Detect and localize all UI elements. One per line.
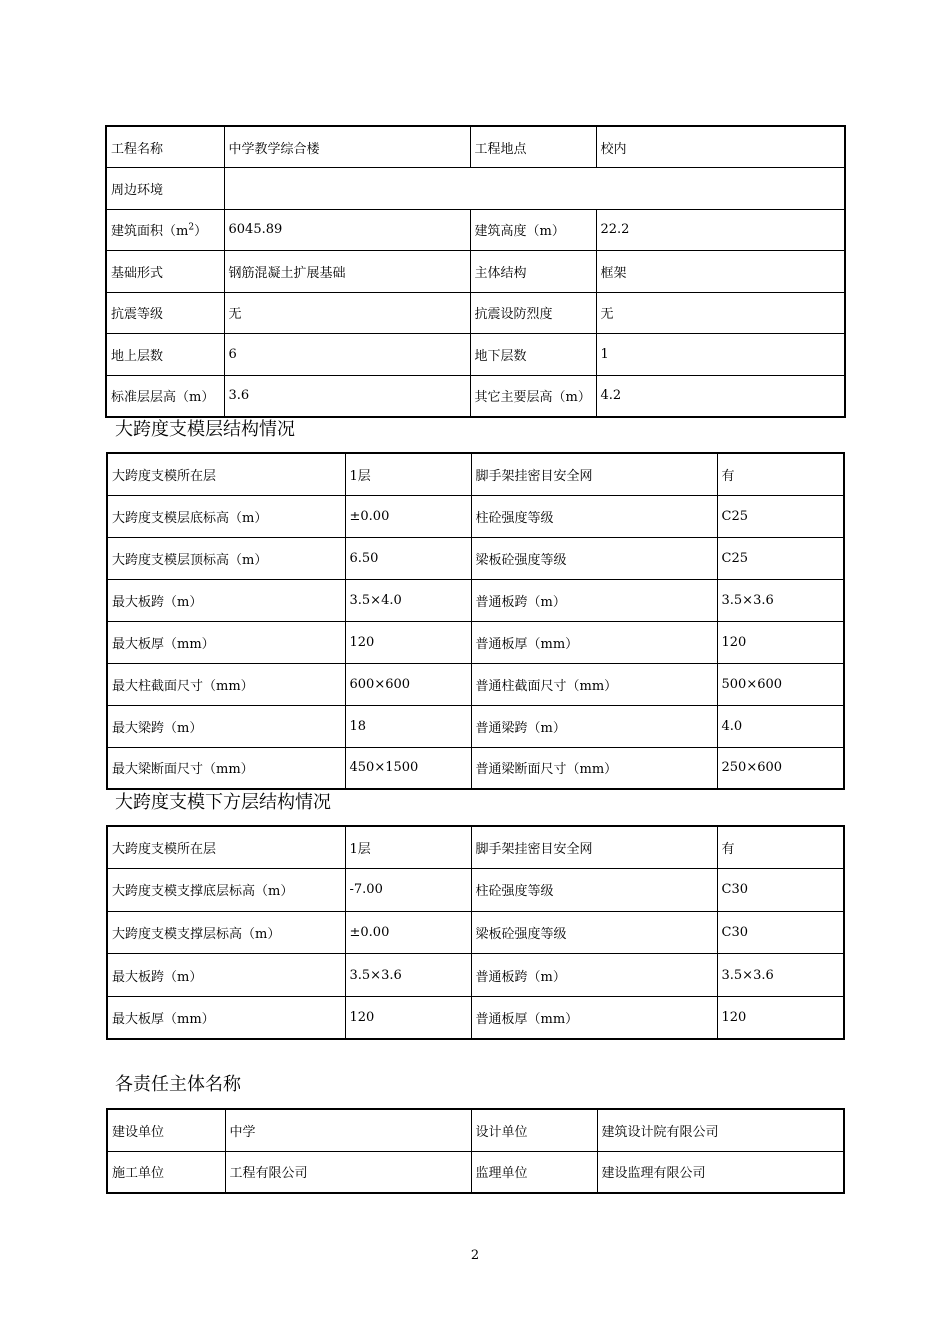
table-cell-label: 最大梁跨（m） — [107, 705, 345, 747]
table-cell-label: 最大柱截面尺寸（mm） — [107, 663, 345, 705]
table-cell-label: 工程名称 — [106, 126, 224, 168]
table-cell-label: 主体结构 — [470, 251, 596, 293]
table-cell-value: 3.6 — [224, 375, 470, 417]
table-cell-label: 建筑高度（m） — [470, 209, 596, 251]
table-row — [107, 495, 844, 537]
table-row — [107, 663, 844, 705]
table-row — [106, 375, 845, 417]
table-cell-value: 120 — [717, 621, 844, 663]
table-cell-value: 1层 — [345, 826, 471, 869]
table-row — [107, 1151, 844, 1193]
table-cell-value: 250×600 — [717, 747, 844, 789]
table-cell-label: 最大梁断面尺寸（mm） — [107, 747, 345, 789]
table-cell-value: ±0.00 — [345, 495, 471, 537]
table-cell-label: 普通板厚（mm） — [471, 996, 717, 1039]
table-row — [107, 1109, 844, 1151]
table-cell-value: 建设监理有限公司 — [597, 1151, 844, 1193]
table-cell-label: 设计单位 — [471, 1109, 597, 1151]
table-cell-value: 3.5×3.6 — [717, 579, 844, 621]
table-row — [107, 869, 844, 912]
table-cell-value: 校内 — [596, 126, 845, 168]
table-cell-value: 无 — [224, 292, 470, 334]
table-cell-label: 大跨度支模支撑层标高（m） — [107, 911, 345, 954]
table-cell-value: 框架 — [596, 251, 845, 293]
table-row — [107, 537, 844, 579]
table-cell-value: C25 — [717, 537, 844, 579]
table-cell-value: 4.0 — [717, 705, 844, 747]
table-cell-label: 抗震设防烈度 — [470, 292, 596, 334]
lower-structure-heading: 大跨度支模下方层结构情况 — [115, 792, 331, 813]
table-cell-label: 脚手架挂密目安全网 — [471, 453, 717, 495]
table-cell-label: 标准层层高（m） — [106, 375, 224, 417]
table-cell-value: 120 — [345, 996, 471, 1039]
table-row — [107, 579, 844, 621]
table-cell-label: 监理单位 — [471, 1151, 597, 1193]
table-cell-label: 普通板跨（m） — [471, 579, 717, 621]
table-cell-label: 大跨度支模层底标高（m） — [107, 495, 345, 537]
area-label-text: 建筑面积（m — [111, 224, 189, 240]
table-cell-value: 120 — [345, 621, 471, 663]
table-cell-label: 其它主要层高（m） — [470, 375, 596, 417]
table-cell-value: 600×600 — [345, 663, 471, 705]
table-row — [107, 826, 844, 869]
table-row — [106, 292, 845, 334]
table-cell-label: 普通柱截面尺寸（mm） — [471, 663, 717, 705]
table-cell-label: 周边环境 — [106, 168, 224, 210]
table-cell-value: 1层 — [345, 453, 471, 495]
table-cell-label: 地下层数 — [470, 334, 596, 376]
table-cell-label — [106, 209, 224, 251]
table-cell-value: 1 — [596, 334, 845, 376]
table-cell-value: 6045.89 — [224, 209, 470, 251]
table-cell-label: 梁板砼强度等级 — [471, 911, 717, 954]
area-label-superscript: 2 — [188, 222, 195, 233]
formwork-structure-heading: 大跨度支模层结构情况 — [115, 419, 295, 440]
table-cell-value: 120 — [717, 996, 844, 1039]
table-cell-value: C30 — [717, 869, 844, 912]
table-row — [107, 705, 844, 747]
formwork-structure-table — [106, 452, 845, 790]
table-cell-label: 最大板跨（m） — [107, 579, 345, 621]
table-cell-label: 柱砼强度等级 — [471, 869, 717, 912]
table-cell-label: 抗震等级 — [106, 292, 224, 334]
table-cell-value: 3.5×3.6 — [717, 954, 844, 997]
table-cell-value: 有 — [717, 826, 844, 869]
table-cell-label: 大跨度支模所在层 — [107, 453, 345, 495]
table-cell-label: 普通板厚（mm） — [471, 621, 717, 663]
table-cell-label: 梁板砼强度等级 — [471, 537, 717, 579]
table-cell-label: 最大板跨（m） — [107, 954, 345, 997]
table-cell-label: 施工单位 — [107, 1151, 225, 1193]
table-row — [107, 954, 844, 997]
table-cell-value — [224, 168, 845, 210]
responsible-parties-table — [106, 1108, 845, 1194]
table-row — [106, 334, 845, 376]
table-cell-label: 地上层数 — [106, 334, 224, 376]
table-cell-label: 普通板跨（m） — [471, 954, 717, 997]
table-cell-value: 建筑设计院有限公司 — [597, 1109, 844, 1151]
table-cell-value: 无 — [596, 292, 845, 334]
table-cell-value: C25 — [717, 495, 844, 537]
table-cell-value: 4.2 — [596, 375, 845, 417]
table-cell-value: 6 — [224, 334, 470, 376]
table-cell-value: 500×600 — [717, 663, 844, 705]
table-cell-value: 中学 — [225, 1109, 471, 1151]
table-row — [106, 126, 845, 168]
responsible-parties-heading: 各责任主体名称 — [115, 1074, 241, 1095]
table-cell-value: -7.00 — [345, 869, 471, 912]
table-row — [106, 251, 845, 293]
page-number: 2 — [470, 1248, 480, 1263]
table-row — [107, 747, 844, 789]
table-cell-value: C30 — [717, 911, 844, 954]
table-cell-label: 基础形式 — [106, 251, 224, 293]
table-cell-value: 6.50 — [345, 537, 471, 579]
table-cell-value: 450×1500 — [345, 747, 471, 789]
table-cell-label: 普通梁跨（m） — [471, 705, 717, 747]
table-cell-label: 大跨度支模所在层 — [107, 826, 345, 869]
project-info-table — [105, 125, 846, 418]
lower-structure-table — [106, 825, 845, 1040]
table-row — [107, 453, 844, 495]
table-row — [107, 621, 844, 663]
table-cell-value: 3.5×3.6 — [345, 954, 471, 997]
table-cell-value: 工程有限公司 — [225, 1151, 471, 1193]
area-label-close: ） — [194, 224, 208, 240]
table-row — [107, 911, 844, 954]
table-cell-label: 普通梁断面尺寸（mm） — [471, 747, 717, 789]
table-cell-value: 18 — [345, 705, 471, 747]
table-cell-label: 工程地点 — [470, 126, 596, 168]
table-row — [106, 168, 845, 210]
table-cell-value: 钢筋混凝土扩展基础 — [224, 251, 470, 293]
table-cell-label: 大跨度支模层顶标高（m） — [107, 537, 345, 579]
table-cell-label: 脚手架挂密目安全网 — [471, 826, 717, 869]
table-cell-value: 22.2 — [596, 209, 845, 251]
table-cell-value: ±0.00 — [345, 911, 471, 954]
table-cell-label: 最大板厚（mm） — [107, 996, 345, 1039]
table-row — [106, 209, 845, 251]
table-cell-value: 有 — [717, 453, 844, 495]
table-cell-label: 最大板厚（mm） — [107, 621, 345, 663]
table-cell-label: 大跨度支模支撑底层标高（m） — [107, 869, 345, 912]
table-row — [107, 996, 844, 1039]
table-cell-value: 3.5×4.0 — [345, 579, 471, 621]
table-cell-value: 中学教学综合楼 — [224, 126, 470, 168]
table-cell-label: 建设单位 — [107, 1109, 225, 1151]
table-cell-label: 柱砼强度等级 — [471, 495, 717, 537]
